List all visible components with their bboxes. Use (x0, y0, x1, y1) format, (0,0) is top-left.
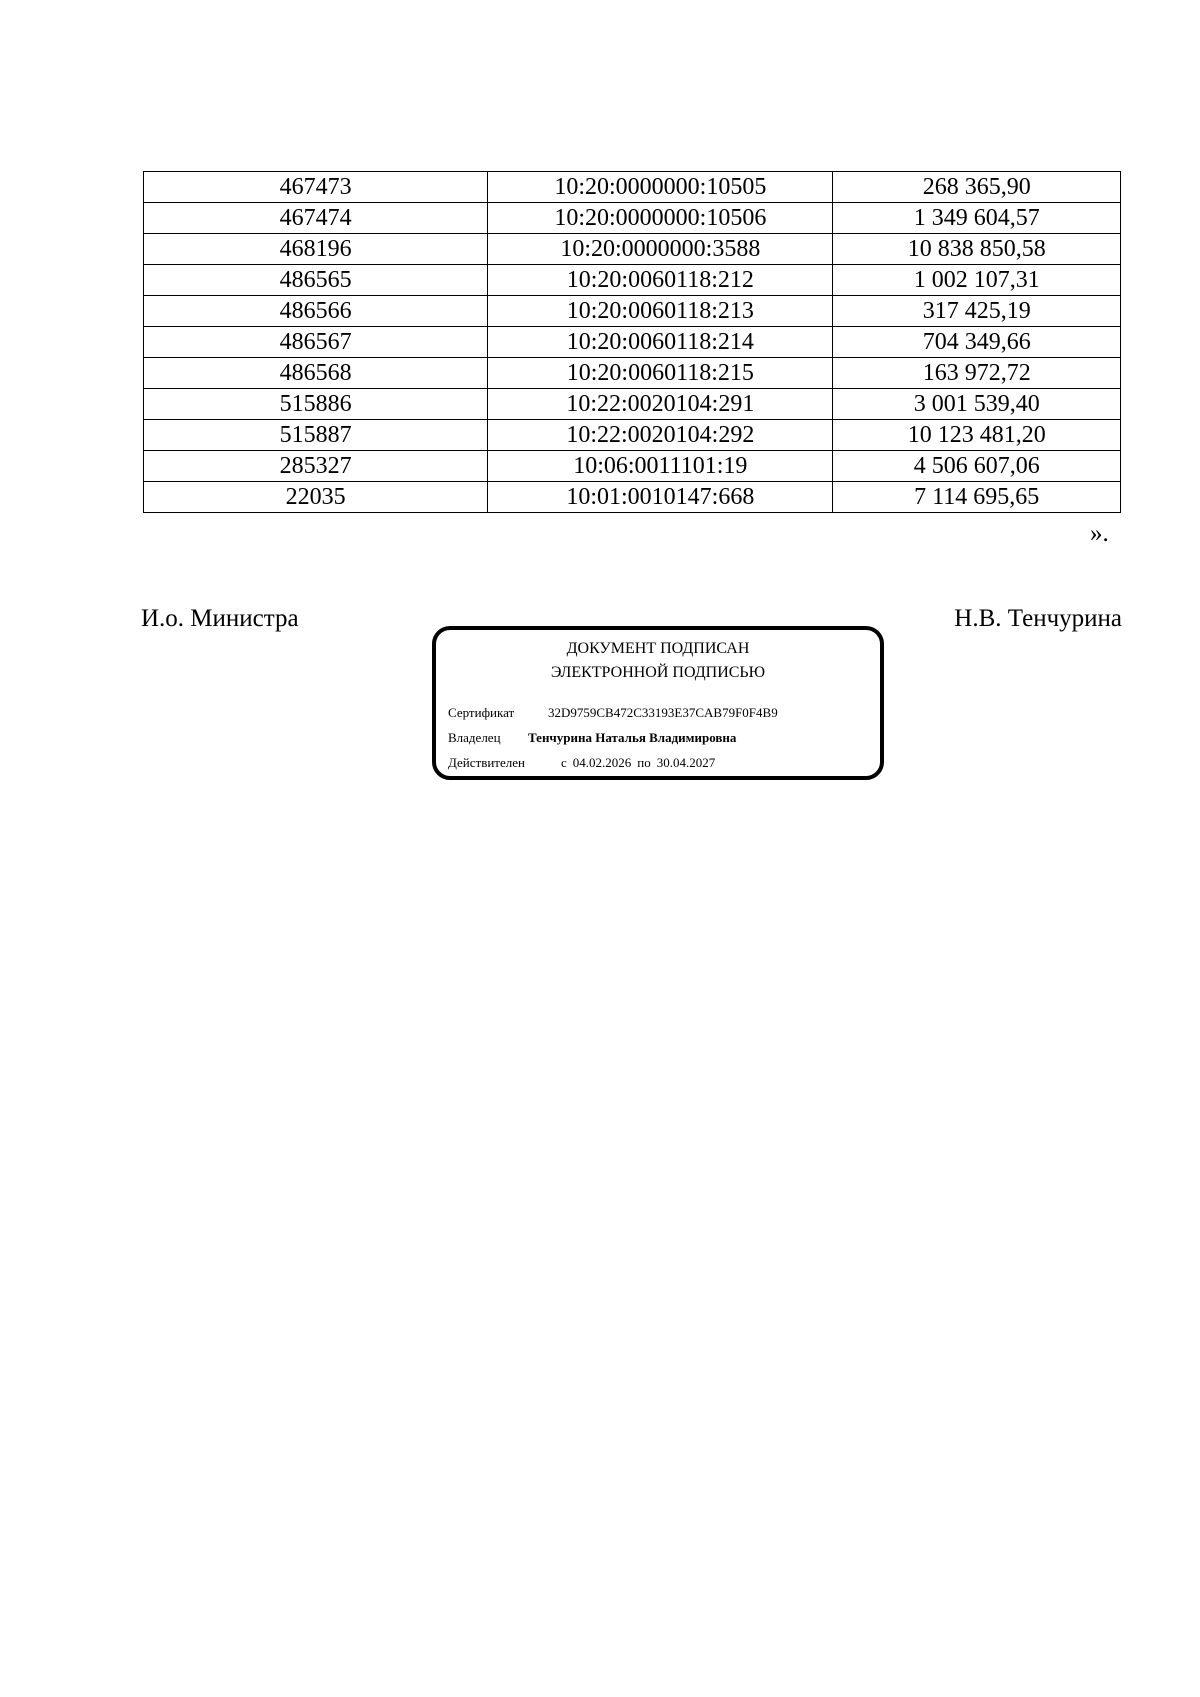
electronic-signature-stamp (432, 626, 884, 780)
stamp-owner-row (448, 730, 736, 746)
table-row (144, 451, 1121, 482)
closing-quote-mark: ». (1090, 520, 1109, 547)
cadastral-number-cell: 10:20:0060118:213 (488, 296, 833, 327)
cadastral-number-cell: 10:20:0000000:10506 (488, 203, 833, 234)
cadastral-number-cell: 10:20:0060118:215 (488, 358, 833, 389)
validity-label: Действителен (448, 755, 525, 770)
value-cell: 4 506 607,06 (833, 451, 1121, 482)
stamp-title-line-2: ЭЛЕКТРОННОЙ ПОДПИСЬЮ (550, 664, 766, 681)
registry-number-cell: 486568 (144, 358, 488, 389)
cadastral-number-cell: 10:20:0000000:10505 (488, 172, 833, 203)
value-cell: 10 123 481,20 (833, 420, 1121, 451)
cadastral-number-cell: 10:22:0020104:292 (488, 420, 833, 451)
value-cell: 268 365,90 (833, 172, 1121, 203)
signatory-position: И.о. Министра (141, 605, 299, 632)
value-cell: 10 838 850,58 (833, 234, 1121, 265)
certificate-value: 32D9759CB472C33193E37CAB79F0F4B9 (548, 705, 778, 720)
table-row (144, 420, 1121, 451)
table-body (144, 172, 1121, 513)
table-row (144, 172, 1121, 203)
stamp-title-line-1: ДОКУМЕНТ ПОДПИСАН (566, 640, 750, 657)
cadastral-number-cell: 10:22:0020104:291 (488, 389, 833, 420)
valid-to-date: 30.04.2027 (656, 755, 716, 770)
valid-from-date: 04.02.2026 (572, 755, 632, 770)
table-row (144, 234, 1121, 265)
registry-number-cell: 467474 (144, 203, 488, 234)
registry-number-cell: 515886 (144, 389, 488, 420)
value-cell: 704 349,66 (833, 327, 1121, 358)
cadastral-number-cell: 10:06:0011101:19 (488, 451, 833, 482)
cadastral-number-cell: 10:20:0000000:3588 (488, 234, 833, 265)
value-cell: 163 972,72 (833, 358, 1121, 389)
cadastral-number-cell: 10:20:0060118:212 (488, 265, 833, 296)
cadastral-number-cell: 10:20:0060118:214 (488, 327, 833, 358)
table-row (144, 482, 1121, 513)
registry-number-cell: 486565 (144, 265, 488, 296)
owner-value: Тенчурина Наталья Владимировна (528, 730, 737, 745)
owner-label: Владелец (448, 730, 501, 745)
table-row (144, 327, 1121, 358)
table-row (144, 358, 1121, 389)
registry-number-cell: 467473 (144, 172, 488, 203)
registry-number-cell: 22035 (144, 482, 488, 513)
registry-number-cell: 515887 (144, 420, 488, 451)
registry-number-cell: 468196 (144, 234, 488, 265)
value-cell: 3 001 539,40 (833, 389, 1121, 420)
registry-number-cell: 486567 (144, 327, 488, 358)
value-cell: 317 425,19 (833, 296, 1121, 327)
data-table (143, 171, 1121, 513)
registry-number-cell: 486566 (144, 296, 488, 327)
signatory-name: Н.В. Тенчурина (954, 605, 1122, 632)
table-row (144, 296, 1121, 327)
valid-from-prefix: с (561, 755, 567, 770)
value-cell: 1 002 107,31 (833, 265, 1121, 296)
certificate-label: Сертификат (448, 705, 515, 720)
stamp-validity-row (448, 755, 715, 771)
cadastral-number-cell: 10:01:0010147:668 (488, 482, 833, 513)
table-row (144, 265, 1121, 296)
value-cell: 1 349 604,57 (833, 203, 1121, 234)
valid-to-prefix: по (637, 755, 651, 770)
value-cell: 7 114 695,65 (833, 482, 1121, 513)
registry-number-cell: 285327 (144, 451, 488, 482)
stamp-certificate-row (448, 705, 778, 721)
table-row (144, 203, 1121, 234)
table-row (144, 389, 1121, 420)
